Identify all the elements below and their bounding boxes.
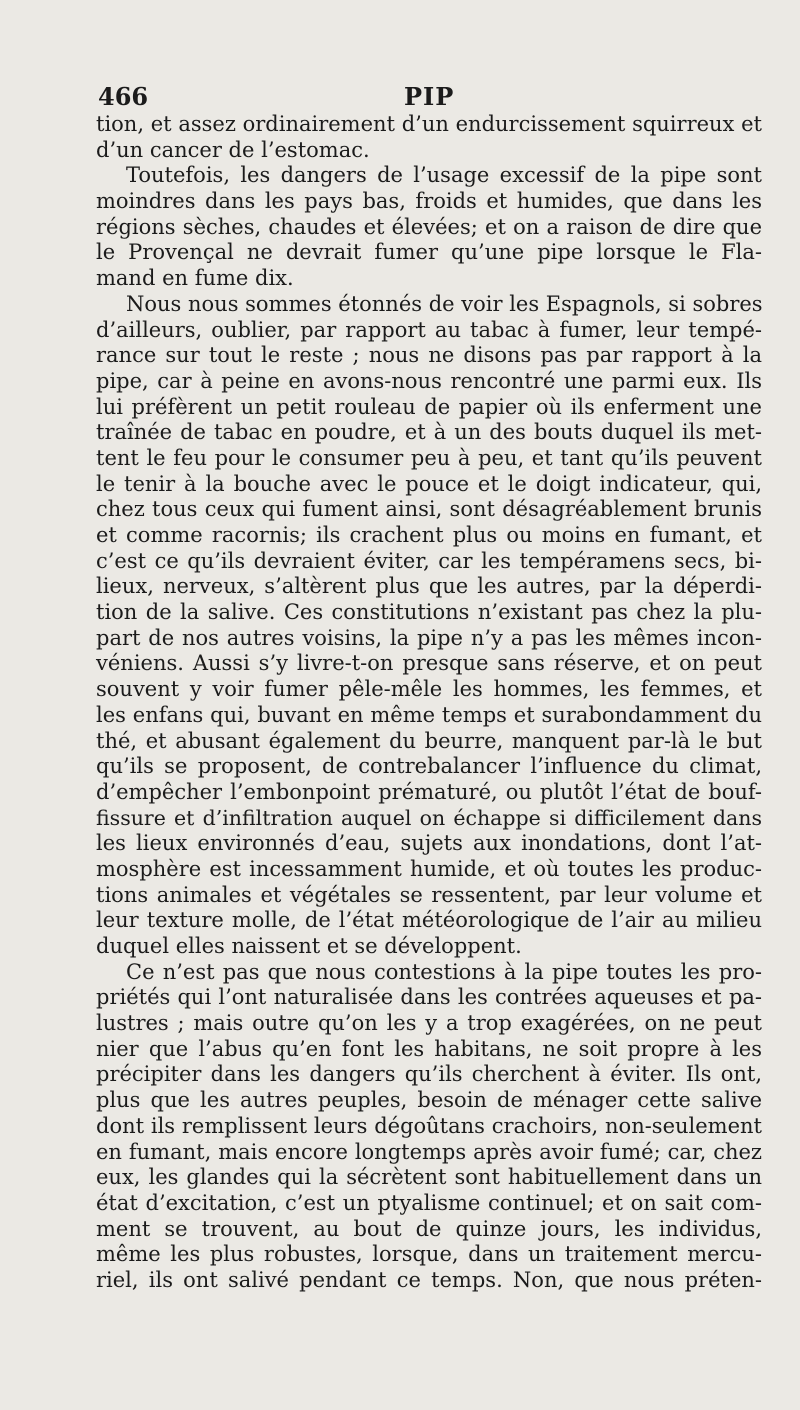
- text-line: leur texture molle, de l’état météorologique de l’air au milieu: [96, 908, 762, 933]
- text-line: tion de la salive. Ces constitutions n’existant pas chez la plu-: [96, 600, 762, 625]
- text-line: lieux, nerveux, s’altèrent plus que les autres, par la déperdi-: [96, 574, 762, 599]
- text-line: d’un cancer de l’estomac.: [96, 137, 370, 162]
- text-line: moindres dans les pays bas, froids et humides, que dans les: [96, 189, 762, 214]
- text-line: tions animales et végétales se ressentent, par leur volume et: [96, 882, 762, 907]
- text-line: traînée de tabac en poudre, et à un des bouts duquel ils met-: [96, 420, 762, 445]
- text-line: les lieux environnés d’eau, sujets aux inondations, dont l’at-: [96, 831, 762, 856]
- text-line: d’ailleurs, oublier, par rapport au tabac à fumer, leur tempé-: [96, 317, 762, 342]
- text-line: Ce n’est pas que nous contestions à la pipe toutes les pro-: [126, 959, 762, 984]
- running-head: PIP: [404, 82, 455, 111]
- text-line: chez tous ceux qui fument ainsi, sont désagréablement brunis: [96, 497, 762, 522]
- text-line: souvent y voir fumer pêle-mêle les hommes, les femmes, et: [96, 677, 762, 702]
- text-line: mand en fume dix.: [96, 266, 294, 291]
- text-line: priétés qui l’ont naturalisée dans les contrées aqueuses et pa-: [96, 985, 762, 1010]
- text-line: lustres ; mais outre qu’on les y a trop exagérées, on ne peut: [96, 1011, 762, 1036]
- text-line: eux, les glandes qui la sécrètent sont habituellement dans un: [96, 1165, 762, 1190]
- text-line: duquel elles naissent et se développent.: [96, 934, 522, 958]
- text-line: mosphère est incessamment humide, et où toutes les produc-: [96, 856, 762, 881]
- text-line: riel, ils ont salivé pendant ce temps. Non, que nous préten-: [96, 1267, 762, 1292]
- text-line: tent le feu pour le consumer peu à peu, et tant qu’ils peuvent: [96, 445, 762, 470]
- text-line: rance sur tout le reste ; nous ne disons pas par rapport à la: [96, 343, 762, 368]
- text-line: en fumant, mais encore longtemps après avoir fumé; car, chez: [96, 1139, 762, 1164]
- text-line: c’est ce qu’ils devraient éviter, car les tempéramens secs, bi-: [96, 548, 762, 573]
- text-line: dont ils remplissent leurs dégoûtans crachoirs, non-seulement: [96, 1113, 762, 1138]
- text-line: thé, et abusant également du beurre, manquent par-là le but: [96, 728, 762, 753]
- text-line: tion, et assez ordinairement d’un endurcissement squirreux et: [96, 112, 762, 136]
- text-line: véniens. Aussi s’y livre-t-on presque sans réserve, et on peut: [96, 651, 762, 676]
- text-line: nier que l’abus qu’en font les habitans, ne soit propre à les: [96, 1036, 762, 1061]
- text-line: le Provençal ne devrait fumer qu’une pipe lorsque le Fla-: [96, 240, 762, 265]
- page-number: 466: [98, 82, 149, 111]
- text-line: fissure et d’infiltration auquel on échappe si difficilement dans: [96, 805, 762, 830]
- text-line: le tenir à la bouche avec le pouce et le doigt indicateur, qui,: [96, 471, 762, 496]
- text-line: Toutefois, les dangers de l’usage excessif de la pipe sont: [126, 163, 762, 188]
- text-line: d’empêcher l’embonpoint prématuré, ou plutôt l’état de bouf-: [96, 779, 762, 804]
- text-line: lui préfèrent un petit rouleau de papier où ils enferment une: [96, 394, 762, 419]
- text-line: qu’ils se proposent, de contrebalancer l’influence du climat,: [96, 754, 762, 779]
- text-line: pipe, car à peine en avons-nous rencontré une parmi eux. Ils: [96, 368, 762, 393]
- text-line: plus que les autres peuples, besoin de ménager cette salive: [96, 1088, 762, 1113]
- text-line: précipiter dans les dangers qu’ils cherchent à éviter. Ils ont,: [96, 1062, 762, 1087]
- text-line: les enfans qui, buvant en même temps et surabondamment du: [96, 702, 762, 727]
- text-line: et comme racornis; ils crachent plus ou moins en fumant, et: [96, 523, 762, 547]
- text-line: Nous nous sommes étonnés de voir les Espagnols, si sobres: [126, 291, 763, 316]
- text-line: part de nos autres voisins, la pipe n’y a pas les mêmes incon-: [96, 625, 762, 650]
- text-line: même les plus robustes, lorsque, dans un traitement mercu-: [96, 1242, 762, 1267]
- text-line: état d’excitation, c’est un ptyalisme continuel; et on sait com-: [96, 1190, 762, 1215]
- text-line: ment se trouvent, au bout de quinze jours, les individus,: [96, 1216, 762, 1241]
- body-text: [96, 112, 762, 1294]
- text-line: régions sèches, chaudes et élevées; et on a raison de dire que: [96, 214, 762, 239]
